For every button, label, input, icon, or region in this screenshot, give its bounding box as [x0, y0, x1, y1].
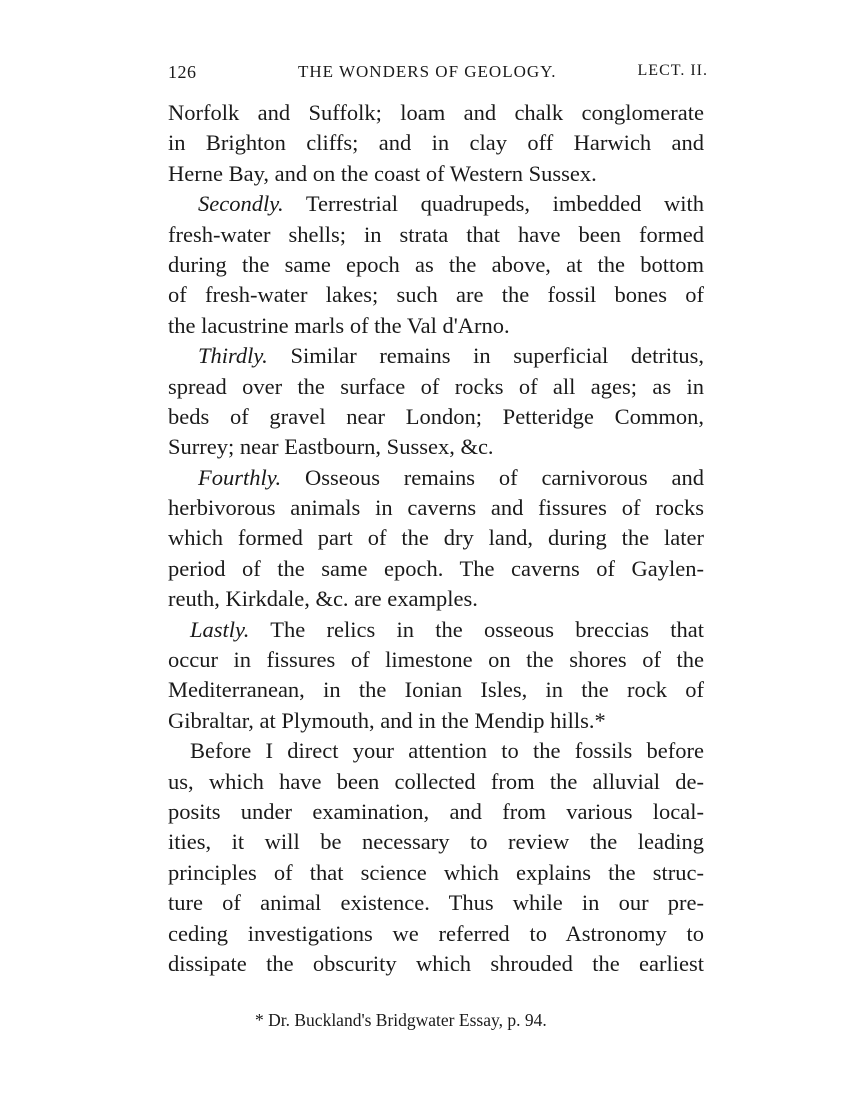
paragraph-lead: Fourthly.	[198, 464, 282, 490]
text-line: posits under examination, and from various local-	[168, 798, 704, 824]
line-rest: Terrestrial quadrupeds, imbedded with	[283, 191, 704, 217]
text-line: in Brighton cliffs; and in clay off Harwich and	[168, 130, 704, 156]
text-line: during the same epoch as the above, at the bottom	[168, 251, 704, 277]
text-line: dissipate the obscurity which shrouded the earliest	[168, 950, 704, 976]
text-line: which formed part of the dry land, during the later	[168, 525, 704, 551]
text-line: period of the same epoch. The caverns of Gaylen-	[168, 555, 704, 581]
text-line: Gibraltar, at Plymouth, and in the Mendip hills.*	[168, 707, 606, 733]
text-line: reuth, Kirkdale, &c. are examples.	[168, 586, 478, 612]
text-line: Mediterranean, in the Ionian Isles, in the rock of	[168, 677, 704, 703]
text-line: us, which have been collected from the alluvial de-	[168, 768, 704, 794]
text-line: Norfolk and Suffolk; loam and chalk conglomerate	[168, 100, 704, 125]
text-line: ture of animal existence. Thus while in our pre-	[168, 890, 704, 916]
page-number: 126	[168, 62, 197, 82]
line-rest: Osseous remains of carnivorous and	[281, 464, 704, 490]
text-line: Before I direct your attention to the fossils before	[190, 738, 704, 764]
running-title: THE WONDERS OF GEOLOGY.	[298, 62, 557, 81]
lecture-label: LECT. II.	[637, 62, 708, 79]
text-line: ceding investigations we referred to Astronomy to	[168, 920, 704, 946]
text-line: beds of gravel near London; Petteridge Common,	[168, 403, 704, 429]
text-line: herbivorous animals in caverns and fissures of rocks	[168, 495, 704, 521]
text-line	[168, 463, 704, 493]
text-line: the lacustrine marls of the Val d'Arno.	[168, 312, 510, 338]
text-line	[168, 615, 704, 645]
text-line: fresh-water shells; in strata that have been formed	[168, 221, 704, 247]
running-header	[168, 62, 708, 86]
text-line: principles of that science which explains the struc-	[168, 859, 704, 885]
text-line: of fresh-water lakes; such are the fossil bones of	[168, 282, 704, 308]
line-rest: The relics in the osseous breccias that	[249, 616, 704, 642]
body-text	[168, 98, 704, 979]
paragraph-lead: Secondly.	[198, 191, 284, 217]
text-line	[168, 189, 704, 219]
line-rest: Similar remains in superficial detritus,	[267, 343, 704, 369]
text-line: spread over the surface of rocks of all ages; as in	[168, 373, 704, 399]
text-line	[168, 341, 704, 371]
footnote: * Dr. Buckland's Bridgwater Essay, p. 94.	[255, 1010, 547, 1030]
text-line: ities, it will be necessary to review the leading	[168, 829, 704, 855]
text-line: occur in fissures of limestone on the shores of the	[168, 647, 704, 673]
paragraph-lead: Thirdly.	[198, 343, 268, 369]
text-line: Herne Bay, and on the coast of Western Sussex.	[168, 160, 597, 186]
paragraph-lead: Lastly.	[190, 616, 250, 642]
text-line: Surrey; near Eastbourn, Sussex, &c.	[168, 434, 494, 460]
